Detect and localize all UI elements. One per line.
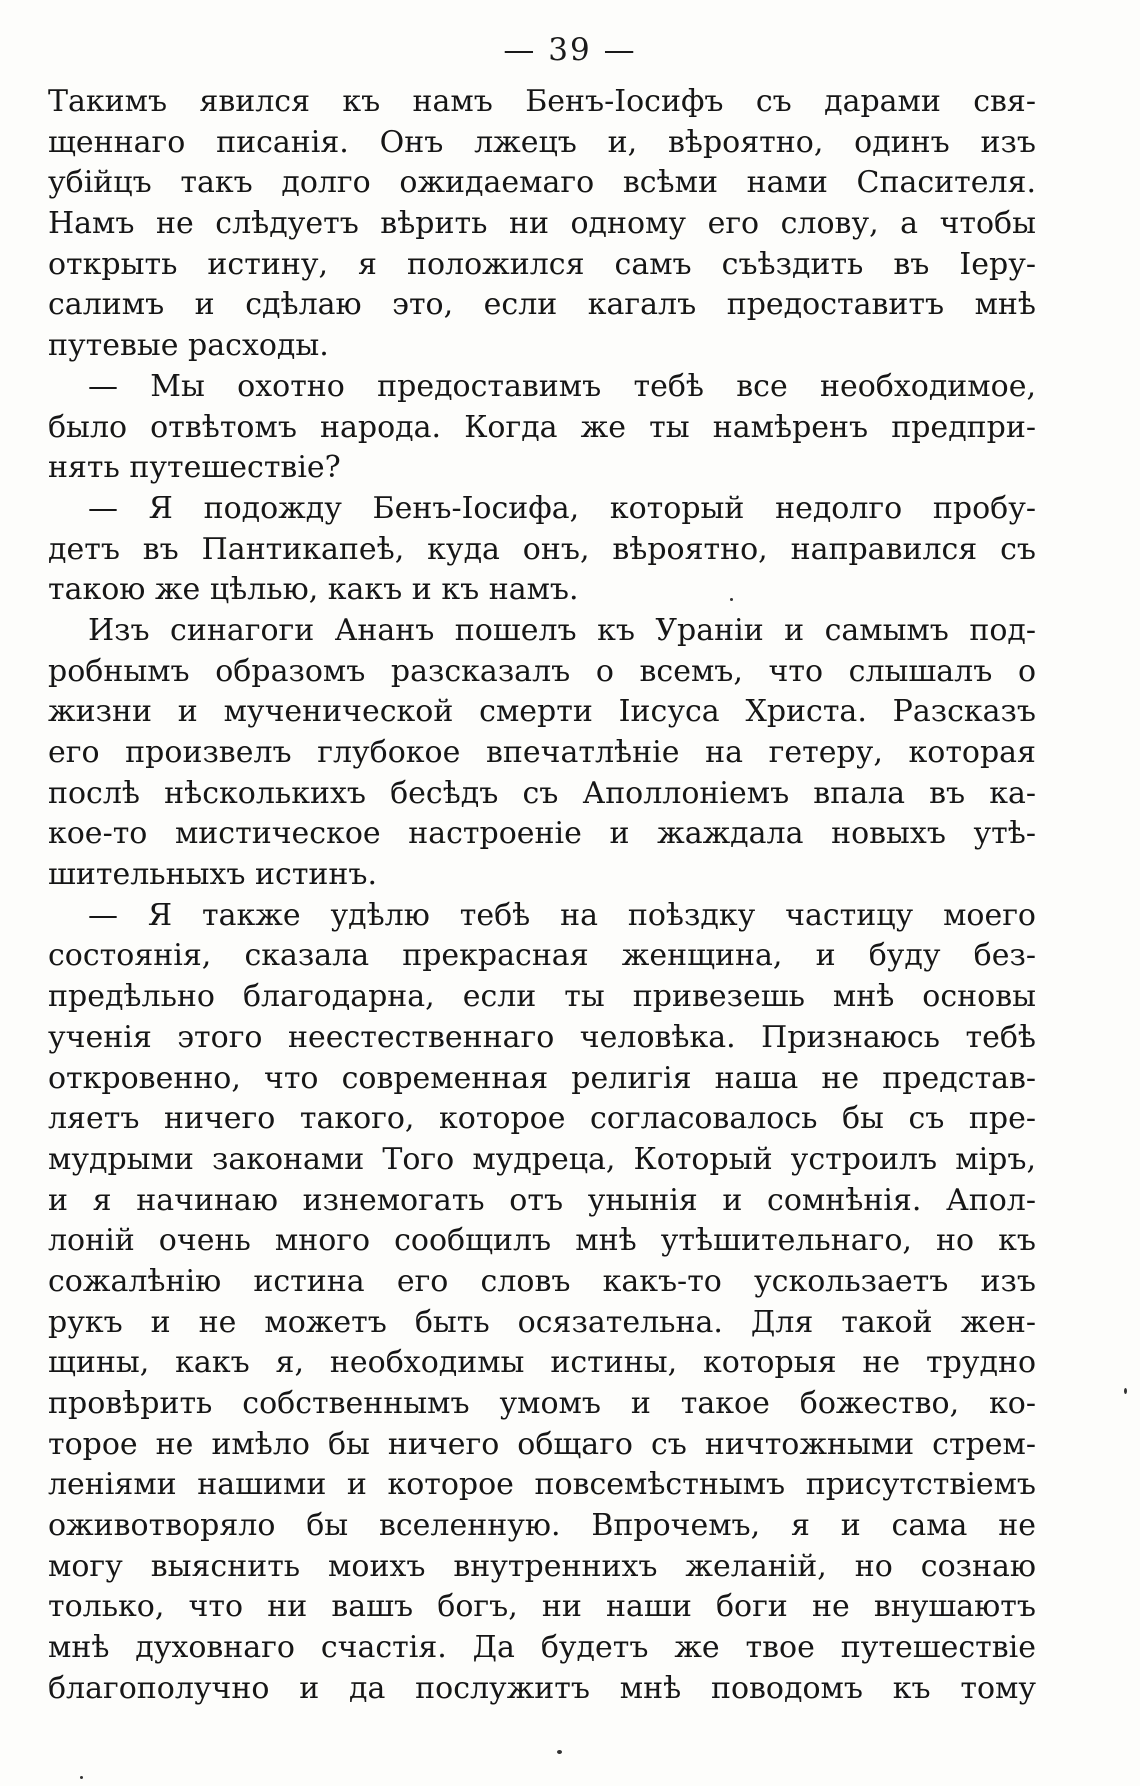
text-line: жизни и мученической смерти Іисуса Христа. Разсказъ [48, 694, 1036, 730]
print-speck [1124, 1388, 1127, 1394]
text-line: убійцъ такъ долго ожидаемаго всѣми нами Спасителя. [48, 165, 1036, 201]
text-line: благополучно и да послужитъ мнѣ поводомъ къ тому [48, 1670, 1036, 1706]
text-line: и я начинаю изнемогать отъ унынія и сомнѣнія. Апол- [48, 1182, 1036, 1218]
text-line: ученія этого неестественнаго человѣка. Признаюсь тебѣ [48, 1019, 1036, 1055]
text-line: Такимъ явился къ намъ Бенъ-Іосифъ съ дарами свя- [48, 84, 1036, 119]
text-line: сожалѣнію истина его словъ какъ-то ускользаетъ изъ [48, 1263, 1036, 1299]
text-line: торое не имѣло бы ничего общаго съ ничтожными стрем- [48, 1426, 1036, 1462]
text-line: его произвелъ глубокое впечатлѣніе на гетеру, которая [48, 735, 1036, 770]
text-line: провѣрить собственнымъ умомъ и такое божество, ко- [48, 1386, 1036, 1421]
text-line: предѣльно благодарна, если ты привезешь мнѣ основы [48, 979, 1036, 1015]
body-text [48, 82, 1036, 1710]
text-line: открыть истину, я положился самъ съѣздить въ Іеру- [48, 246, 1036, 282]
text-line: путевые расходы. [48, 328, 329, 364]
text-line: шительныхъ истинъ. [48, 857, 378, 893]
text-line: щеннаго писанія. Онъ лжецъ и, вѣроятно, одинъ изъ [48, 124, 1036, 160]
text-line: лоній очень много сообщилъ мнѣ утѣшительнаго, но къ [48, 1223, 1036, 1259]
text-line: могу выяснить моихъ внутреннихъ желаній, но сознаю [48, 1548, 1036, 1584]
text-line: детъ въ Пантикапеѣ, куда онъ, вѣроятно, направился съ [48, 531, 1036, 567]
text-line: — Я подожду Бенъ-Іосифа, который недолго пробу- [88, 490, 1036, 526]
text-line: Изъ синагоги Ананъ пошелъ къ Ураніи и самымъ под- [88, 612, 1036, 648]
text-line: мнѣ духовнаго счастія. Да будетъ же твое путешествіе [48, 1630, 1036, 1666]
print-speck [80, 1776, 83, 1779]
text-line: было отвѣтомъ народа. Когда же ты намѣренъ предпри- [48, 409, 1036, 445]
text-line: откровенно, что современная религія наша не представ- [48, 1060, 1036, 1096]
text-line: такою же цѣлью, какъ и къ намъ. [48, 572, 579, 608]
text-line: мудрыми законами Того мудреца, Который устроилъ міръ, [48, 1141, 1036, 1177]
text-line: щины, какъ я, необходимы истины, которыя не трудно [48, 1345, 1036, 1381]
text-line: рукъ и не можетъ быть осязательна. Для такой жен- [48, 1304, 1036, 1340]
text-line: послѣ нѣсколькихъ бесѣдъ съ Аполлоніемъ впала въ ка- [48, 775, 1036, 811]
text-line: состоянія, сказала прекрасная женщина, и буду без- [48, 938, 1036, 974]
text-line: оживотворяло бы вселенную. Впрочемъ, я и сама не [48, 1508, 1036, 1544]
text-line: леніями нашими и которое повсемѣстнымъ присутствіемъ [48, 1467, 1036, 1503]
text-line: кое-то мистическое настроеніе и жаждала новыхъ утѣ- [48, 816, 1036, 852]
text-line: — Я также удѣлю тебѣ на поѣздку частицу моего [88, 897, 1036, 933]
text-line: салимъ и сдѣлаю это, если кагалъ предоставитъ мнѣ [48, 287, 1036, 323]
text-line: Намъ не слѣдуетъ вѣрить ни одному его слову, а чтобы [48, 206, 1036, 242]
text-line: ляетъ ничего такого, которое согласовалось бы съ пре- [48, 1101, 1036, 1137]
print-speck [730, 598, 733, 601]
text-line: нять путешествіе? [48, 450, 341, 486]
text-line: только, что ни вашъ богъ, ни наши боги не внушаютъ [48, 1589, 1036, 1625]
text-line: — Мы охотно предоставимъ тебѣ все необходимое, [88, 368, 1036, 404]
page-number: — 39 — [503, 32, 637, 68]
text-line: робнымъ образомъ разсказалъ о всемъ, что слышалъ о [48, 653, 1036, 689]
print-speck [557, 1750, 562, 1754]
